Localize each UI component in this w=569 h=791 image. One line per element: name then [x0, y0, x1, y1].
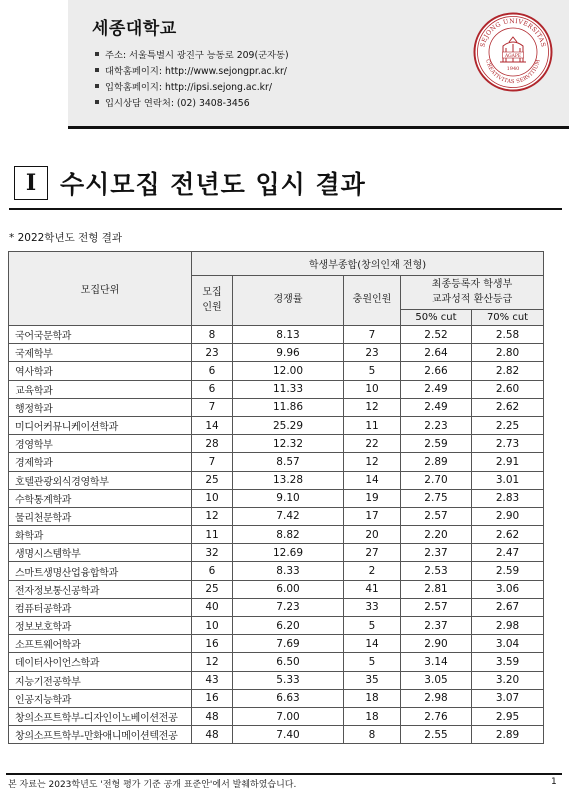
- cell-quota: 12: [192, 507, 233, 525]
- cell-cut70: 3.59: [472, 653, 544, 671]
- cell-competition: 11.33: [233, 380, 344, 398]
- cell-quota: 11: [192, 526, 233, 544]
- cell-cut70: 2.25: [472, 416, 544, 434]
- cell-department: 생명시스템학부: [9, 544, 192, 562]
- table-row: [9, 707, 544, 725]
- cell-department: 전자정보통신공학과: [9, 580, 192, 598]
- cell-extra: 41: [344, 580, 401, 598]
- cell-cut70: 2.80: [472, 344, 544, 362]
- table-row: [9, 635, 544, 653]
- table-row: [9, 344, 544, 362]
- cell-cut70: 2.60: [472, 380, 544, 398]
- header-grade: [401, 276, 544, 310]
- cell-competition: 13.28: [233, 471, 344, 489]
- square-bullet-icon: [95, 68, 99, 72]
- table-row: [9, 507, 544, 525]
- cell-department: 화학과: [9, 526, 192, 544]
- cell-department: 호텔관광외식경영학부: [9, 471, 192, 489]
- cell-extra: 18: [344, 689, 401, 707]
- cell-quota: 32: [192, 544, 233, 562]
- cell-competition: 8.33: [233, 562, 344, 580]
- table-row: [9, 362, 544, 380]
- square-bullet-icon: [95, 84, 99, 88]
- table-row: [9, 598, 544, 616]
- header-unit: 모집단위: [9, 252, 192, 326]
- cell-extra: 23: [344, 344, 401, 362]
- cell-cut70: 2.82: [472, 362, 544, 380]
- cell-quota: 16: [192, 635, 233, 653]
- cell-cut70: 2.67: [472, 598, 544, 616]
- table-row: [9, 580, 544, 598]
- cell-cut70: 2.58: [472, 326, 544, 344]
- cell-department: 물리천문학과: [9, 507, 192, 525]
- cell-competition: 7.42: [233, 507, 344, 525]
- cell-competition: 6.00: [233, 580, 344, 598]
- cell-extra: 33: [344, 598, 401, 616]
- cell-cut50: 2.76: [401, 707, 472, 725]
- cell-competition: 9.10: [233, 489, 344, 507]
- cell-cut50: 2.59: [401, 435, 472, 453]
- cell-quota: 7: [192, 453, 233, 471]
- cell-cut50: 3.05: [401, 671, 472, 689]
- footer-rule: [6, 773, 562, 775]
- cell-competition: 6.63: [233, 689, 344, 707]
- cell-quota: 23: [192, 344, 233, 362]
- cell-cut70: 2.83: [472, 489, 544, 507]
- cell-extra: 5: [344, 362, 401, 380]
- cell-cut50: 2.23: [401, 416, 472, 434]
- info-item-contact: [95, 94, 289, 110]
- cell-cut70: 2.73: [472, 435, 544, 453]
- cell-quota: 6: [192, 362, 233, 380]
- table-row: [9, 617, 544, 635]
- cell-cut70: 2.91: [472, 453, 544, 471]
- cell-competition: 7.23: [233, 598, 344, 616]
- cell-cut70: 2.98: [472, 617, 544, 635]
- cell-quota: 48: [192, 707, 233, 725]
- header-quota-line1: 모집: [202, 287, 222, 298]
- table-row: [9, 416, 544, 434]
- seal-motto: AGAPE: [504, 53, 522, 59]
- cell-quota: 16: [192, 689, 233, 707]
- cell-quota: 14: [192, 416, 233, 434]
- cell-extra: 12: [344, 453, 401, 471]
- table-row: [9, 380, 544, 398]
- cell-cut70: 3.06: [472, 580, 544, 598]
- header-grade-line2: 교과성적 환산등급: [431, 293, 513, 305]
- cell-competition: 9.96: [233, 344, 344, 362]
- info-text: 주소: 서울특별시 광진구 능동로 209(군자동): [105, 50, 289, 61]
- info-text[interactable]: 대학홈페이지: http://www.sejongpr.ac.kr/: [105, 66, 287, 77]
- cell-department: 수학통계학과: [9, 489, 192, 507]
- seal-bottom-text: CREATIVITAS SERVITIUM: [484, 58, 542, 86]
- cell-extra: 27: [344, 544, 401, 562]
- table-row: [9, 653, 544, 671]
- cell-quota: 6: [192, 562, 233, 580]
- cell-extra: 17: [344, 507, 401, 525]
- cell-quota: 7: [192, 398, 233, 416]
- cell-competition: 12.69: [233, 544, 344, 562]
- info-text[interactable]: 입학홈페이지: http://ipsi.sejong.ac.kr/: [105, 82, 273, 93]
- header-rule: [68, 126, 569, 129]
- contact-info-list: [95, 46, 289, 110]
- cell-quota: 6: [192, 380, 233, 398]
- cell-department: 데이터사이언스학과: [9, 653, 192, 671]
- cell-department: 경제학과: [9, 453, 192, 471]
- table-row: [9, 471, 544, 489]
- header-competition: 경쟁률: [233, 276, 344, 326]
- table-row: [9, 326, 544, 344]
- cell-department: 국어국문학과: [9, 326, 192, 344]
- cell-cut70: 2.62: [472, 398, 544, 416]
- cell-cut50: 2.52: [401, 326, 472, 344]
- cell-extra: 7: [344, 326, 401, 344]
- table-row: [9, 453, 544, 471]
- cell-cut50: 2.70: [401, 471, 472, 489]
- cell-department: 지능기전공학부: [9, 671, 192, 689]
- cell-competition: 11.86: [233, 398, 344, 416]
- cell-extra: 2: [344, 562, 401, 580]
- cell-cut70: 3.04: [472, 635, 544, 653]
- cell-competition: 8.13: [233, 326, 344, 344]
- cell-cut70: 2.90: [472, 507, 544, 525]
- table-row: [9, 435, 544, 453]
- cell-department: 역사학과: [9, 362, 192, 380]
- cell-cut50: 2.57: [401, 598, 472, 616]
- header-grade-line1: 최종등록자 학생부: [431, 279, 513, 290]
- admission-results-table: [8, 251, 544, 744]
- cell-cut50: 2.57: [401, 507, 472, 525]
- cell-extra: 10: [344, 380, 401, 398]
- header-extra: 충원인원: [344, 276, 401, 326]
- info-item-homepage[interactable]: [95, 62, 289, 78]
- cell-extra: 12: [344, 398, 401, 416]
- cell-quota: 12: [192, 653, 233, 671]
- cell-quota: 40: [192, 598, 233, 616]
- cell-department: 소프트웨어학과: [9, 635, 192, 653]
- page-number: 1: [551, 777, 557, 787]
- cell-department: 스마트생명산업융합학과: [9, 562, 192, 580]
- square-bullet-icon: [95, 52, 99, 56]
- cell-extra: 20: [344, 526, 401, 544]
- section-title: [14, 165, 366, 201]
- cell-cut70: 2.59: [472, 562, 544, 580]
- seal-year: 1940: [506, 66, 520, 72]
- cell-extra: 18: [344, 707, 401, 725]
- title-rule: [9, 208, 562, 210]
- cell-cut50: 2.49: [401, 398, 472, 416]
- info-item-address: [95, 46, 289, 62]
- cell-department: 국제학부: [9, 344, 192, 362]
- cell-quota: 43: [192, 671, 233, 689]
- cell-competition: 8.82: [233, 526, 344, 544]
- cell-competition: 6.50: [233, 653, 344, 671]
- cell-department: 인공지능학과: [9, 689, 192, 707]
- header-cut50: 50% cut: [401, 310, 472, 326]
- table-row: [9, 398, 544, 416]
- table-row: [9, 689, 544, 707]
- cell-cut70: 3.07: [472, 689, 544, 707]
- cell-cut50: 2.90: [401, 635, 472, 653]
- cell-department: 미디어커뮤니케이션학과: [9, 416, 192, 434]
- cell-department: 행정학과: [9, 398, 192, 416]
- header-cut70: 70% cut: [472, 310, 544, 326]
- cell-cut70: 3.20: [472, 671, 544, 689]
- table-row: [9, 526, 544, 544]
- cell-cut50: 2.89: [401, 453, 472, 471]
- seal-top-text: SEJONG UNIVERSITAS: [479, 17, 547, 48]
- cell-cut50: 2.66: [401, 362, 472, 380]
- table-row: [9, 726, 544, 744]
- table-caption: * 2022학년도 전형 결과: [9, 232, 122, 244]
- square-bullet-icon: [95, 100, 99, 104]
- cell-cut50: 2.64: [401, 344, 472, 362]
- table-body: [9, 326, 544, 744]
- cell-cut70: 2.89: [472, 726, 544, 744]
- cell-extra: 35: [344, 671, 401, 689]
- cell-extra: 5: [344, 617, 401, 635]
- cell-competition: 12.00: [233, 362, 344, 380]
- cell-cut50: 2.37: [401, 544, 472, 562]
- cell-competition: 7.00: [233, 707, 344, 725]
- cell-extra: 8: [344, 726, 401, 744]
- cell-department: 창의소프트학부-만화애니메이션텍전공: [9, 726, 192, 744]
- cell-extra: 11: [344, 416, 401, 434]
- cell-competition: 8.57: [233, 453, 344, 471]
- cell-quota: 25: [192, 471, 233, 489]
- cell-cut70: 2.47: [472, 544, 544, 562]
- table-row: [9, 562, 544, 580]
- table-row: [9, 671, 544, 689]
- university-name: 세종대학교: [92, 19, 177, 39]
- cell-cut50: 2.98: [401, 689, 472, 707]
- cell-extra: 19: [344, 489, 401, 507]
- university-seal-icon: [473, 12, 553, 92]
- cell-quota: 25: [192, 580, 233, 598]
- cell-cut50: 2.49: [401, 380, 472, 398]
- cell-cut50: 2.53: [401, 562, 472, 580]
- cell-extra: 22: [344, 435, 401, 453]
- cell-department: 교육학과: [9, 380, 192, 398]
- cell-quota: 10: [192, 489, 233, 507]
- cell-department: 경영학부: [9, 435, 192, 453]
- cell-cut50: 2.81: [401, 580, 472, 598]
- cell-competition: 6.20: [233, 617, 344, 635]
- cell-quota: 48: [192, 726, 233, 744]
- cell-cut50: 3.14: [401, 653, 472, 671]
- info-text: 입시상담 연락처: (02) 3408-3456: [105, 98, 250, 109]
- cell-extra: 5: [344, 653, 401, 671]
- header-quota-line2: 인원: [202, 301, 222, 313]
- cell-competition: 5.33: [233, 671, 344, 689]
- cell-department: 컴퓨터공학과: [9, 598, 192, 616]
- cell-competition: 7.40: [233, 726, 344, 744]
- cell-quota: 10: [192, 617, 233, 635]
- cell-cut50: 2.55: [401, 726, 472, 744]
- cell-competition: 7.69: [233, 635, 344, 653]
- footer-note: 본 자료는 2023학년도 '전형 평가 기준 공개 표준안'에서 발췌하였습니다.: [8, 780, 297, 790]
- cell-extra: 14: [344, 471, 401, 489]
- cell-extra: 14: [344, 635, 401, 653]
- cell-cut50: 2.37: [401, 617, 472, 635]
- cell-quota: 8: [192, 326, 233, 344]
- cell-cut50: 2.75: [401, 489, 472, 507]
- cell-competition: 12.32: [233, 435, 344, 453]
- info-item-admission-homepage[interactable]: [95, 78, 289, 94]
- cell-department: 정보보호학과: [9, 617, 192, 635]
- cell-cut50: 2.20: [401, 526, 472, 544]
- table-row: [9, 489, 544, 507]
- cell-cut70: 2.95: [472, 707, 544, 725]
- cell-quota: 28: [192, 435, 233, 453]
- cell-department: 창의소프트학부-디자인이노베이션전공: [9, 707, 192, 725]
- cell-competition: 25.29: [233, 416, 344, 434]
- section-number-box: I: [14, 166, 48, 200]
- header-group: 학생부종합(창의인재 전형): [192, 252, 544, 276]
- cell-cut70: 3.01: [472, 471, 544, 489]
- table-row: [9, 544, 544, 562]
- header-quota: [192, 276, 233, 326]
- section-title-text: 수시모집 전년도 입시 결과: [60, 170, 366, 199]
- cell-cut70: 2.62: [472, 526, 544, 544]
